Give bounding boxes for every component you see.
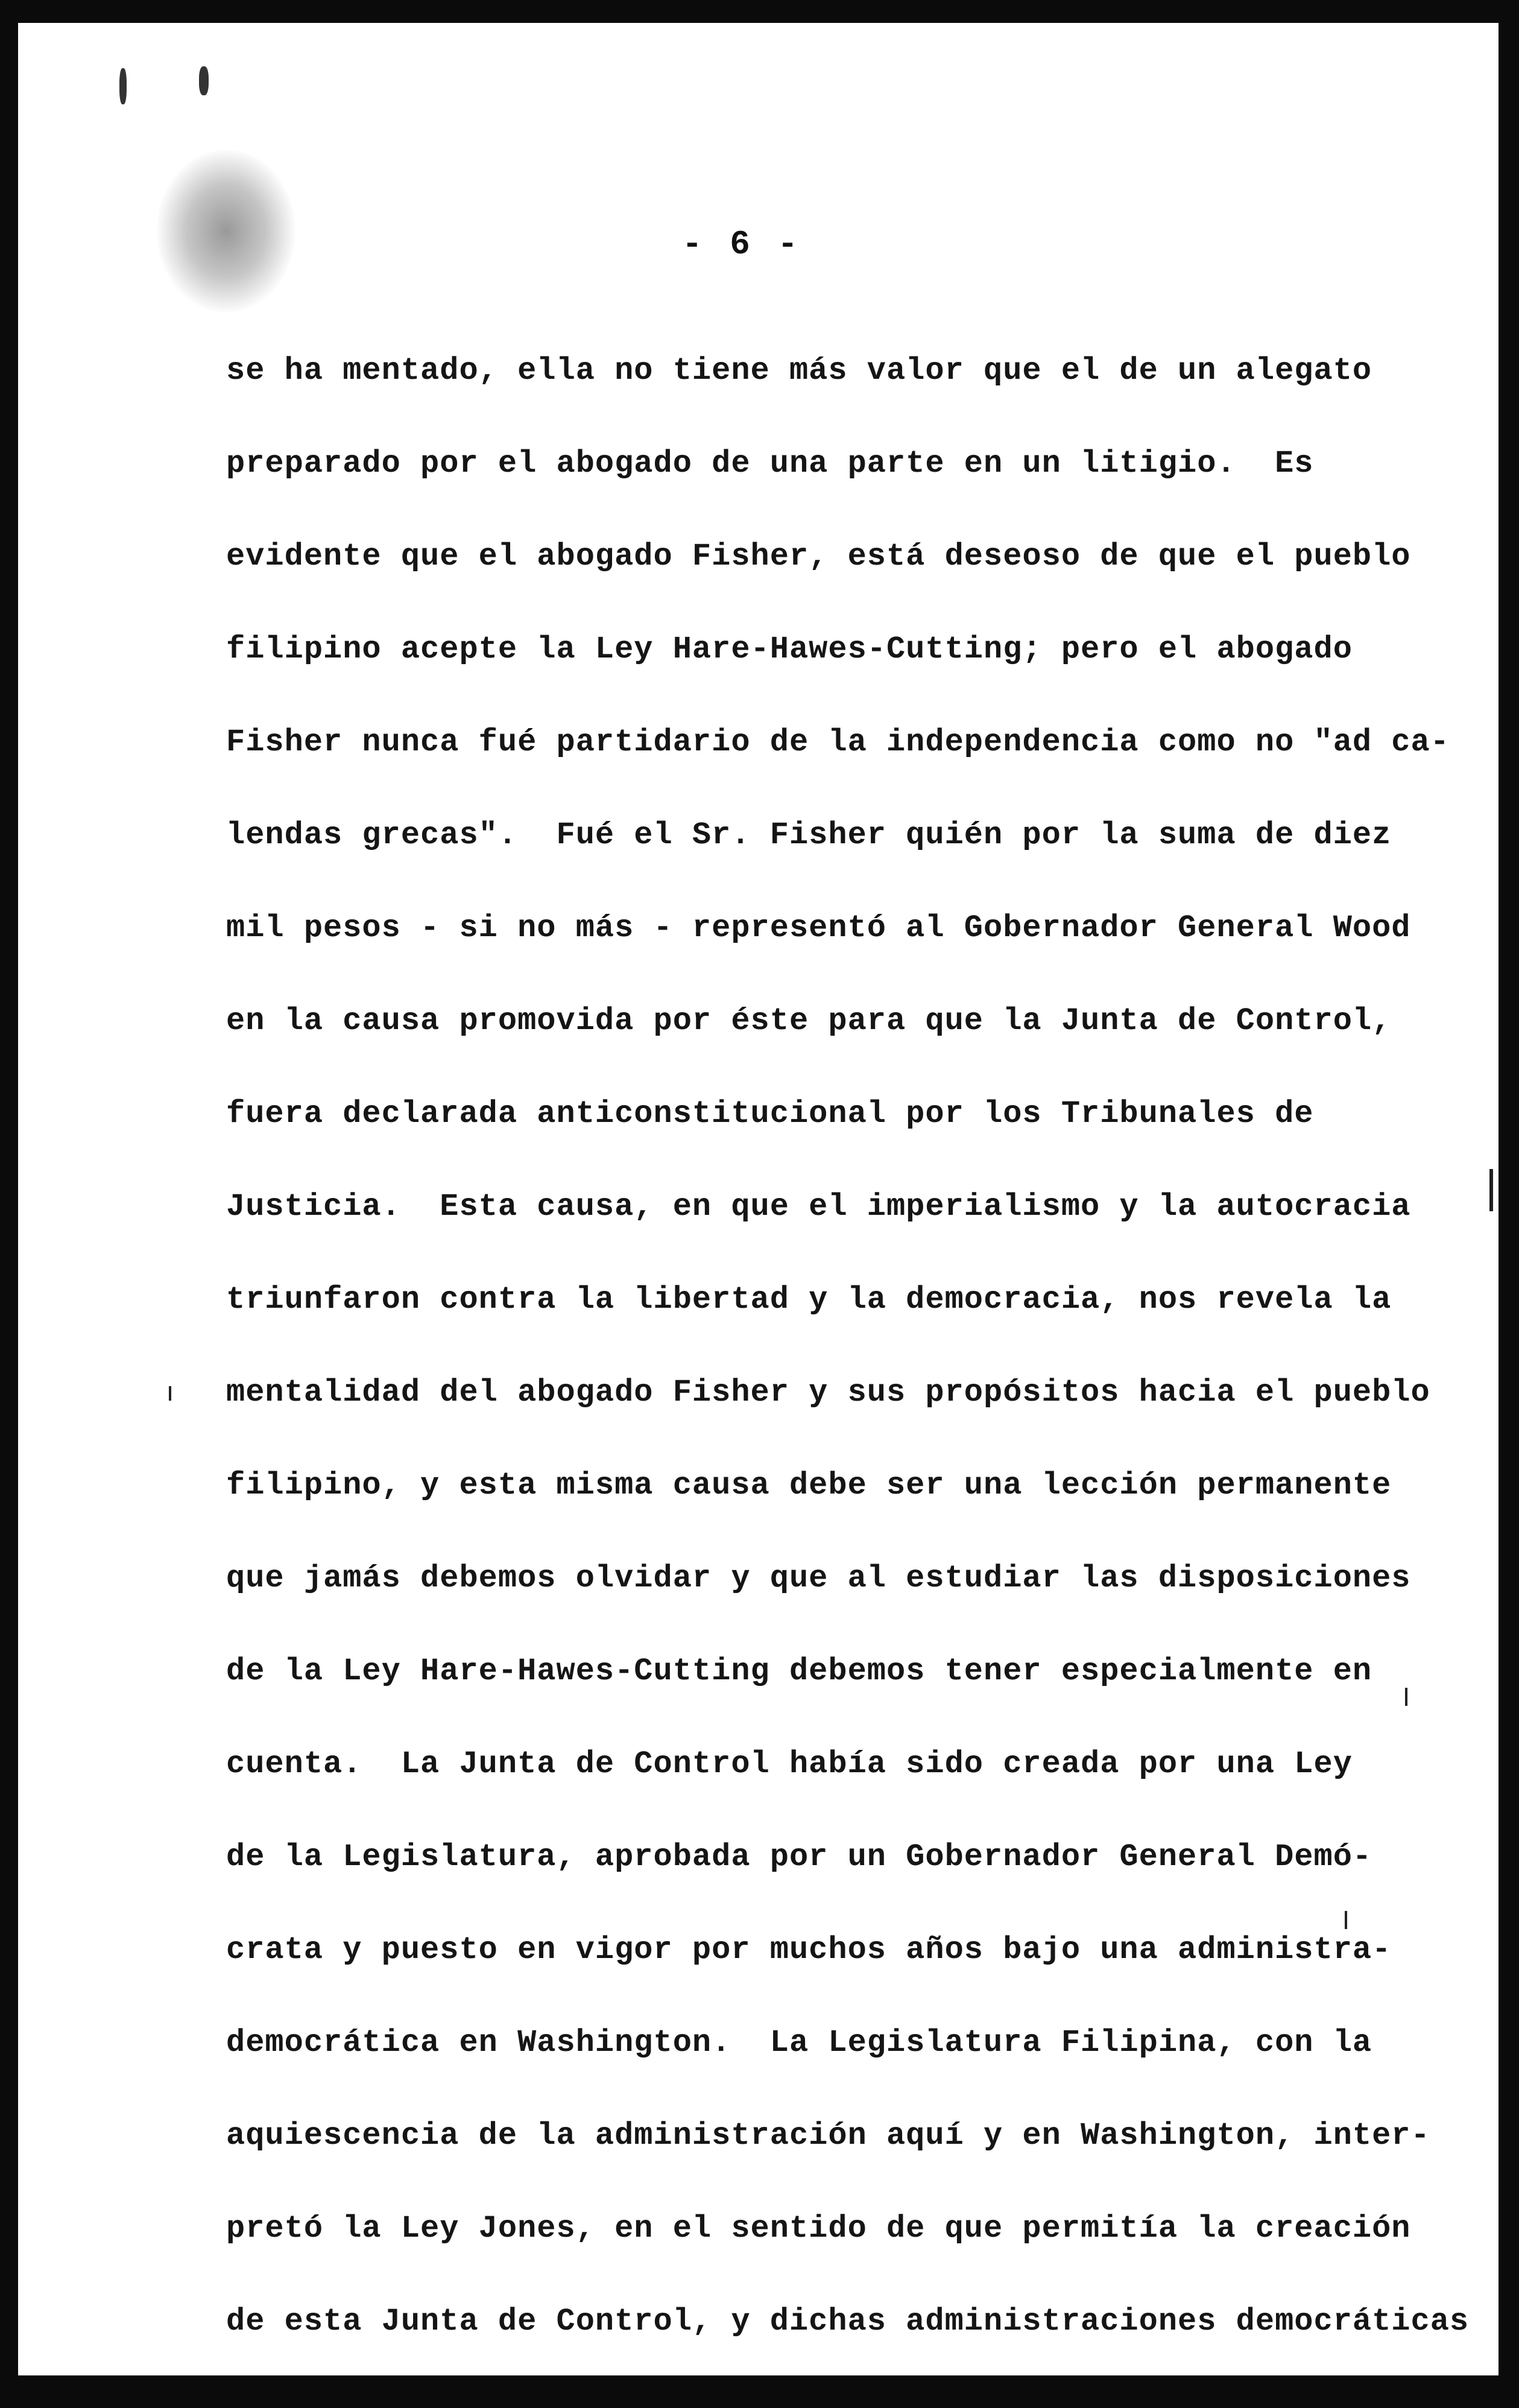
ink-speck (199, 66, 209, 95)
typewritten-page (18, 23, 1498, 2375)
margin-mark (169, 1386, 171, 1401)
text-line: que jamás debemos olvidar y que al estudiar las disposiciones (226, 1560, 1411, 1596)
text-line: aquiescencia de la administración aquí y en Washington, inter- (226, 2118, 1430, 2153)
margin-mark (1405, 1688, 1407, 1706)
text-line: democrática en Washington. La Legislatura Filipina, con la (226, 2025, 1372, 2061)
text-line: lendas grecas". Fué el Sr. Fisher quién por la suma de diez (226, 817, 1392, 853)
text-line: mil pesos - si no más - representó al Gobernador General Wood (226, 910, 1411, 946)
text-line: de esta Junta de Control, y dichas administraciones democráticas (226, 2304, 1470, 2339)
ink-speck (119, 68, 127, 104)
text-line: fuera declarada anticonstitucional por los Tribunales de (226, 1096, 1314, 1132)
text-line: de la Legislatura, aprobada por un Gobernador General Demó- (226, 1839, 1372, 1875)
text-line: Fisher nunca fué partidario de la independencia como no "ad ca- (226, 724, 1450, 760)
margin-mark (1345, 1911, 1347, 1929)
text-line: pretó la Ley Jones, en el sentido de que permitía la creación (226, 2211, 1411, 2246)
text-line: cuenta. La Junta de Control había sido creada por una Ley (226, 1746, 1353, 1782)
text-line: se ha mentado, ella no tiene más valor que el de un alegato (226, 353, 1372, 388)
text-line: crata y puesto en vigor por muchos años bajo una administra- (226, 1932, 1392, 1968)
margin-mark (1489, 1169, 1493, 1211)
text-line: filipino acepte la Ley Hare-Hawes-Cutting; pero el abogado (226, 632, 1353, 667)
text-line: preparado por el abogado de una parte en un litigio. Es (226, 446, 1314, 481)
ink-smudge (157, 150, 295, 312)
text-line: triunfaron contra la libertad y la democracia, nos revela la (226, 1282, 1392, 1317)
text-line: filipino, y esta misma causa debe ser una lección permanente (226, 1468, 1392, 1503)
page-number: - 6 - (681, 225, 802, 264)
text-line: en la causa promovida por éste para que la Junta de Control, (226, 1003, 1392, 1039)
text-line: evidente que el abogado Fisher, está deseoso de que el pueblo (226, 539, 1411, 574)
body-text (226, 325, 1470, 2368)
text-line: Justicia. Esta causa, en que el imperialismo y la autocracia (226, 1189, 1411, 1225)
text-line: de la Ley Hare-Hawes-Cutting debemos tener especialmente en (226, 1653, 1372, 1689)
text-line: mentalidad del abogado Fisher y sus propósitos hacia el pueblo (226, 1375, 1430, 1410)
